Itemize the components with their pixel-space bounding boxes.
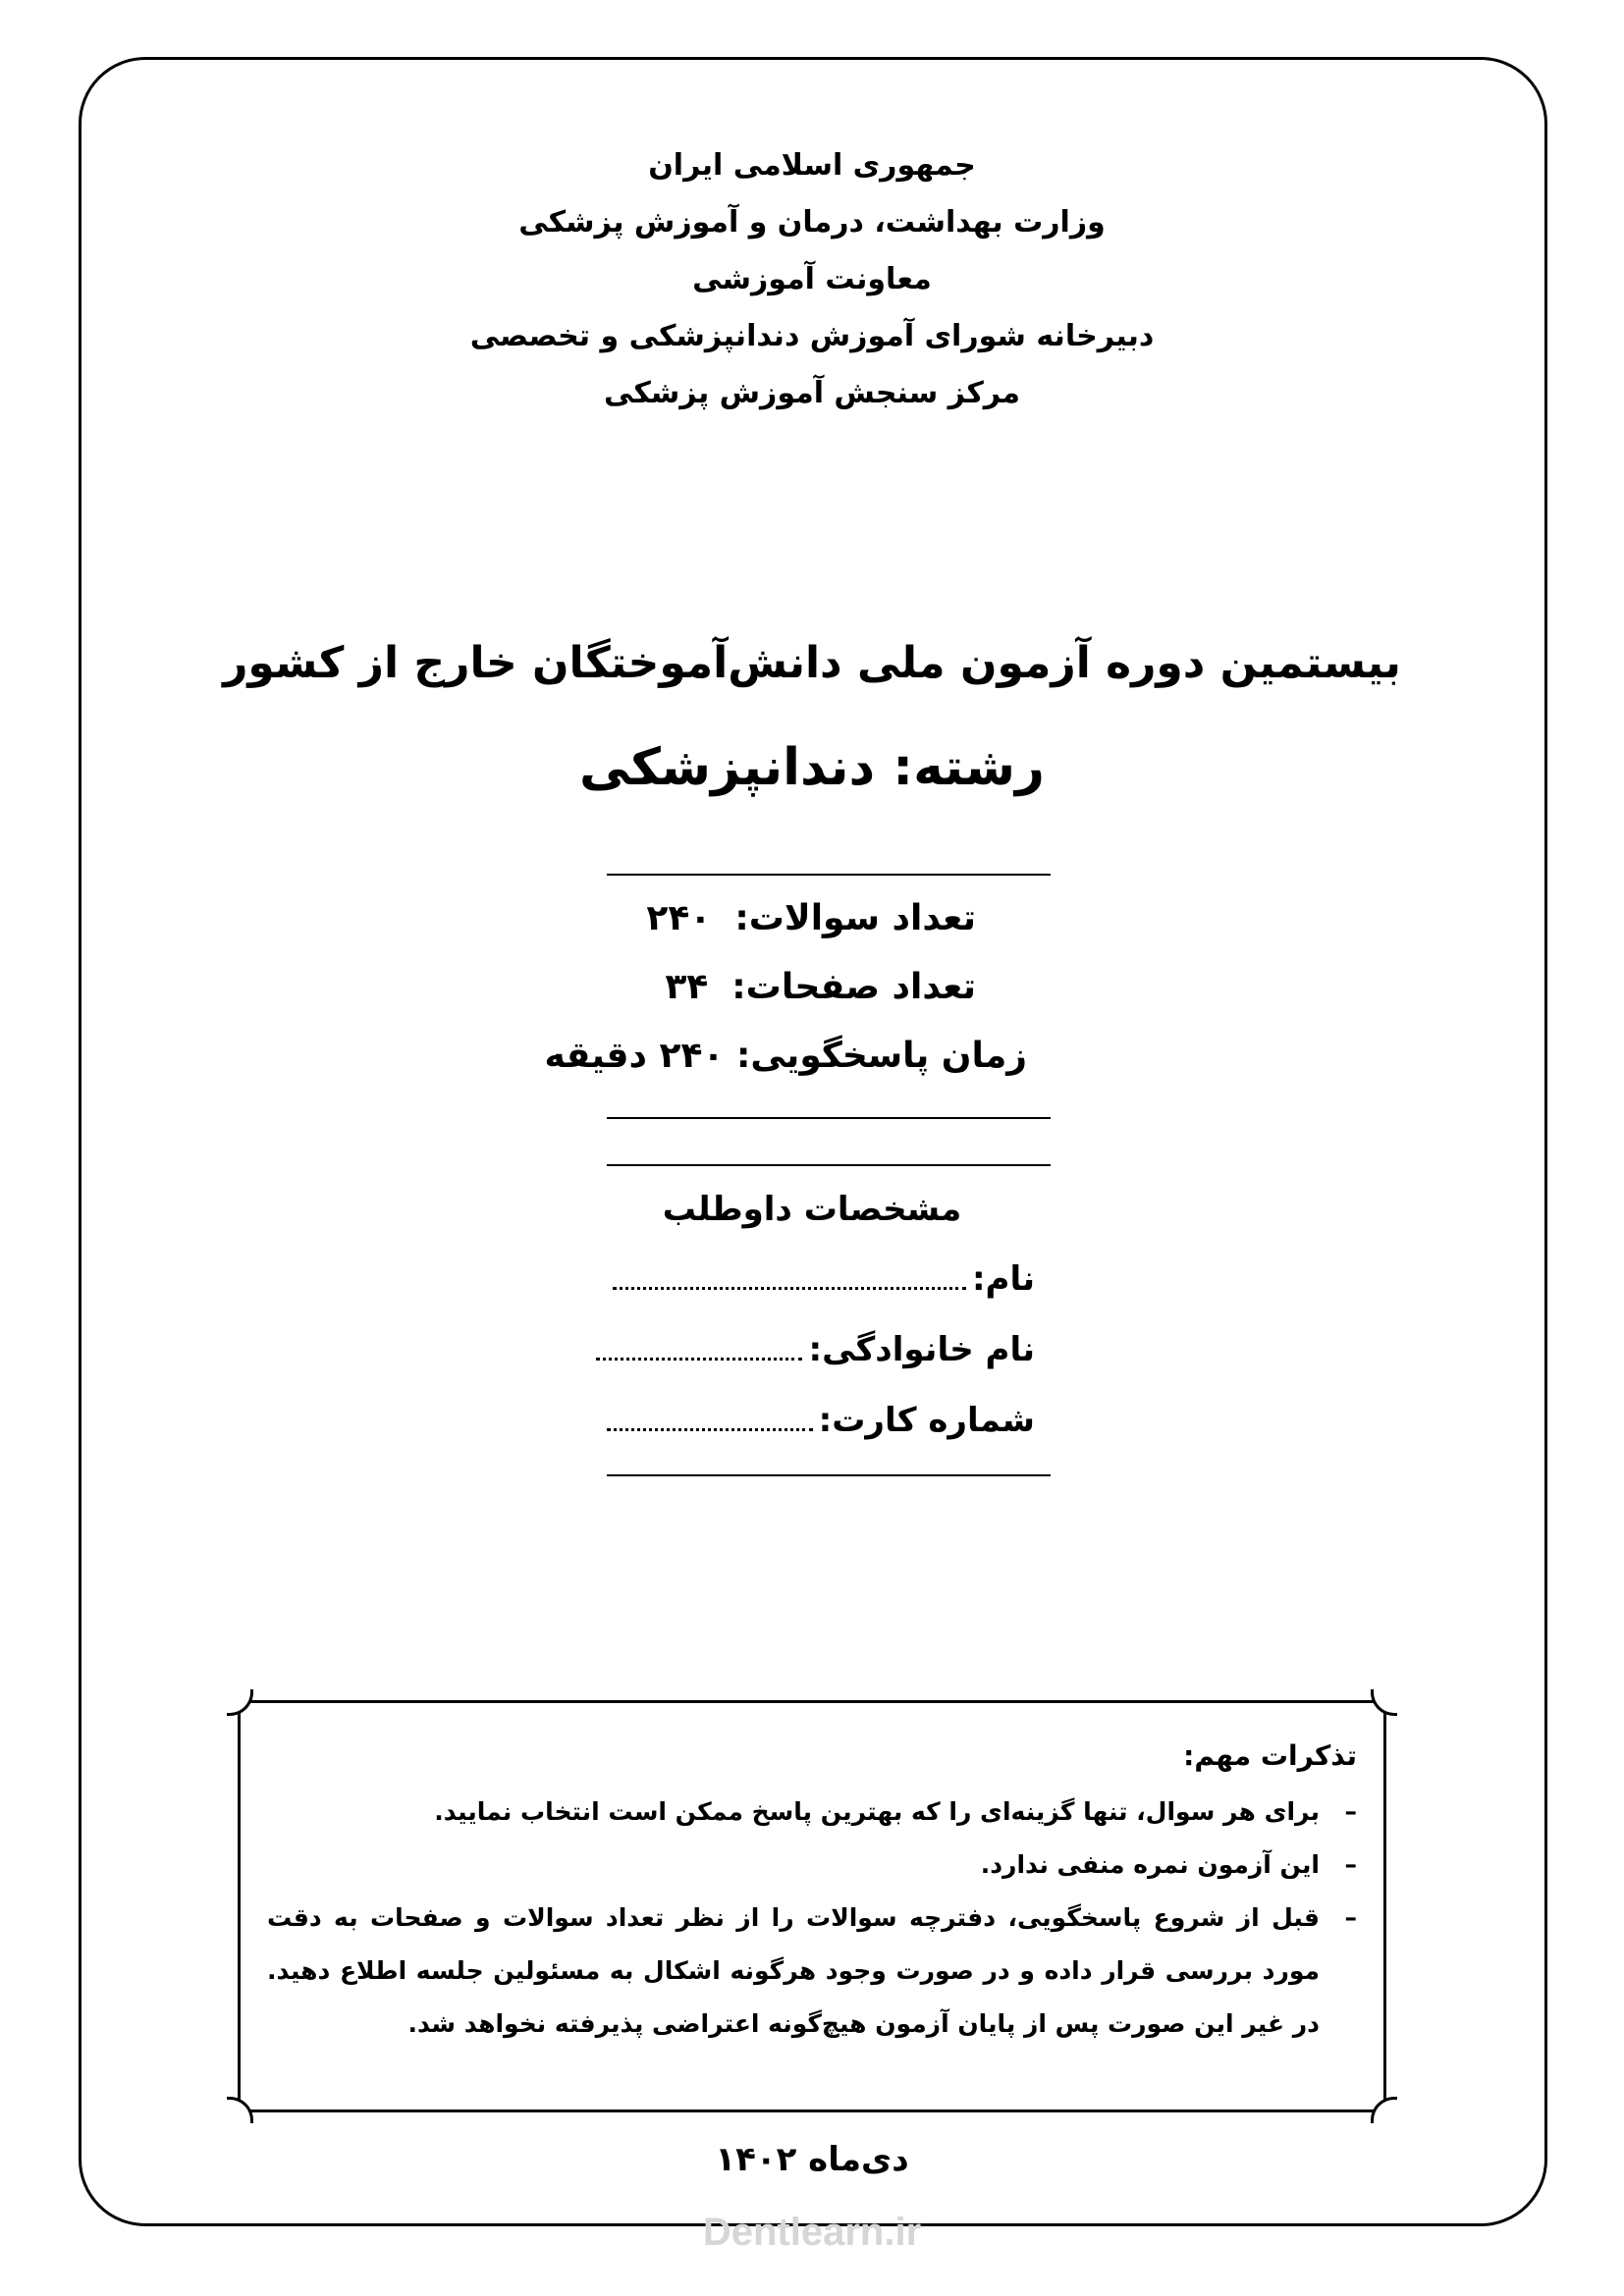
- notes-title: تذکرات مهم:: [1183, 1739, 1357, 1772]
- watermark: Dentlearn.ir: [702, 2211, 922, 2254]
- header-line-center: مرکز سنجش آموزش پزشکی: [603, 376, 1020, 410]
- candidate-card-label: شماره کارت:: [818, 1401, 1035, 1440]
- box-corner: [1371, 2097, 1397, 2123]
- note-item: – این آزمون نمره منفی ندارد.: [267, 1839, 1357, 1892]
- exam-title: بیستمین دوره آزمون ملی دانش‌آموختگان خارج از کشور: [223, 638, 1401, 688]
- question-count-label: تعداد سوالات:: [734, 898, 976, 938]
- note-item: – قبل از شروع پاسخگویی، دفترچه سوالات را از نظر تعداد سوالات و صفحات به دقت مورد بررسی قرار داده و در صورت وجود هرگونه اشکال به مسئولین جلسه اطلاع دهید. در غیر این صورت پس از پایان آزمون هیچ‌گونه اعتراضی پذیرفته نخواهد شد.: [267, 1892, 1357, 2051]
- candidate-card-field[interactable]: [607, 1428, 813, 1431]
- page-count-label: تعداد صفحات:: [731, 967, 976, 1007]
- page-count: [665, 967, 976, 1007]
- header-line-deputy: معاونت آموزشی: [692, 262, 932, 296]
- header-line-secretariat: دبیرخانه شورای آموزش دندانپزشکی و تخصصی: [469, 319, 1155, 353]
- candidate-card-row: [607, 1401, 1035, 1440]
- issuer-header: [0, 137, 1624, 422]
- question-count: [646, 898, 976, 938]
- divider: [607, 1164, 1051, 1166]
- answer-time: [544, 1036, 1027, 1076]
- candidate-family-field[interactable]: [596, 1358, 802, 1361]
- candidate-name-field[interactable]: [613, 1287, 966, 1290]
- divider: [607, 874, 1051, 876]
- header-line-country: جمهوری اسلامی ایران: [648, 148, 976, 183]
- important-notes: [267, 1739, 1357, 2051]
- page-count-value: ۳۴: [665, 967, 709, 1007]
- header-line-ministry: وزارت بهداشت، درمان و آموزش پزشکی: [518, 205, 1106, 240]
- candidate-family-row: [596, 1330, 1035, 1369]
- box-corner: [227, 2097, 253, 2123]
- candidate-section-title: مشخصات داوطلب: [662, 1190, 962, 1229]
- question-count-value: ۲۴۰: [646, 898, 712, 938]
- candidate-name-row: [613, 1259, 1035, 1299]
- exam-date: دی‌ماه ۱۴۰۲: [715, 2140, 909, 2179]
- candidate-family-label: نام خانوادگی:: [808, 1330, 1035, 1369]
- divider: [607, 1117, 1051, 1119]
- exam-field: رشته: دندانپزشکی: [579, 738, 1045, 797]
- candidate-name-label: نام:: [971, 1259, 1035, 1299]
- box-corner: [227, 1689, 253, 1716]
- note-item: – برای هر سوال، تنها گزینه‌ای را که بهترین پاسخ ممکن است انتخاب نمایید.: [267, 1786, 1357, 1839]
- box-corner: [1371, 1689, 1397, 1716]
- answer-time-label: زمان پاسخگویی:: [735, 1036, 1027, 1076]
- divider: [607, 1474, 1051, 1476]
- notes-list: [267, 1786, 1357, 2051]
- answer-time-value: ۲۴۰ دقیقه: [544, 1036, 725, 1076]
